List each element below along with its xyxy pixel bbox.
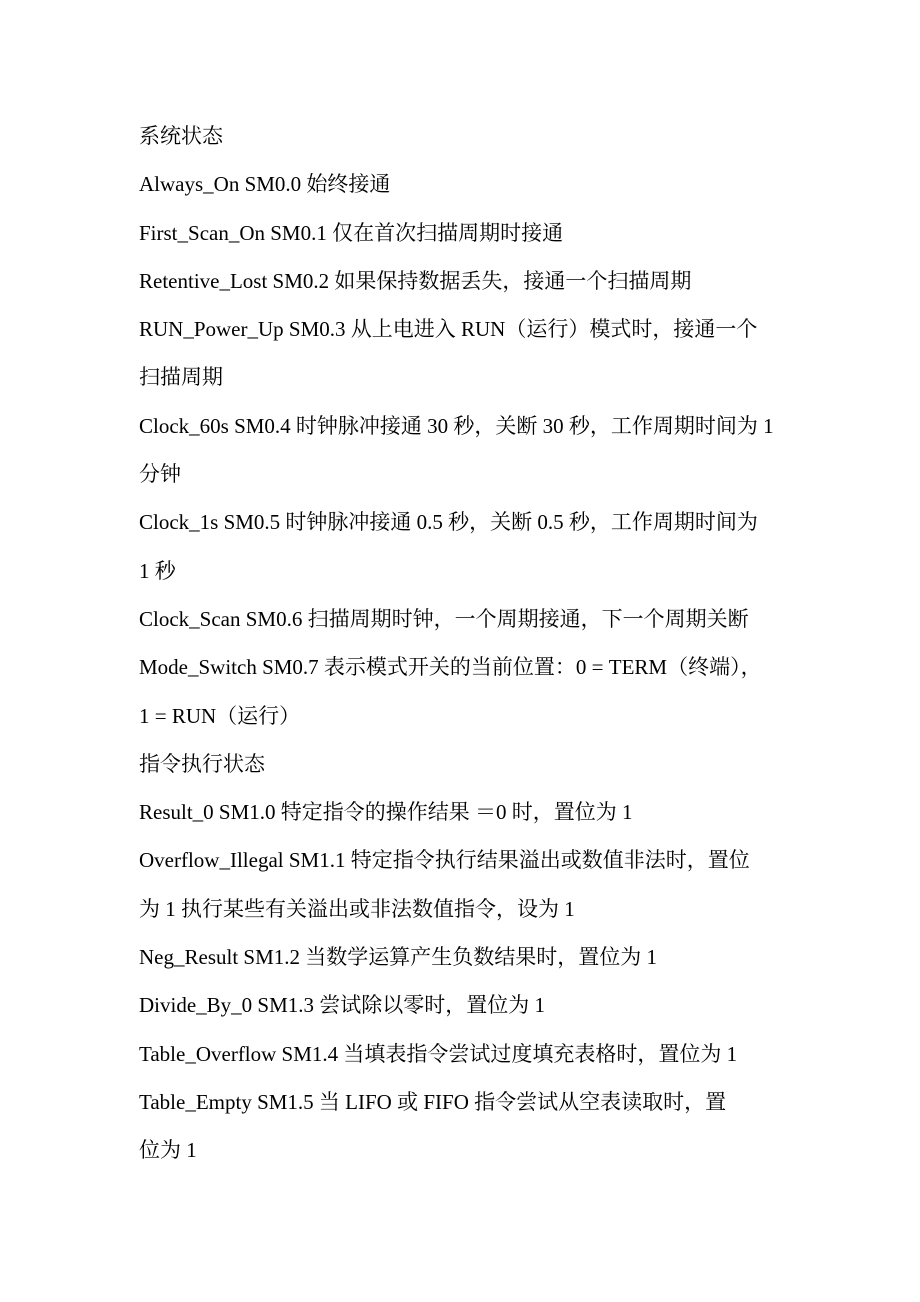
- text-line: Clock_Scan SM0.6 扫描周期时钟，一个周期接通，下一个周期关断: [139, 606, 749, 631]
- text-line: Always_On SM0.0 始终接通: [139, 172, 391, 197]
- text-line: Clock_60s SM0.4 时钟脉冲接通 30 秒，关断 30 秒，工作周期时间为 1: [139, 413, 774, 438]
- text-line: Mode_Switch SM0.7 表示模式开关的当前位置：0 = TERM（终端），: [139, 655, 762, 680]
- text-line: 位为 1: [139, 1138, 197, 1163]
- text-line: 扫描周期: [139, 365, 223, 390]
- text-line: Table_Overflow SM1.4 当填表指令尝试过度填充表格时，置位为 1: [139, 1041, 738, 1066]
- text-line: Clock_1s SM0.5 时钟脉冲接通 0.5 秒，关断 0.5 秒，工作周期时间为: [139, 510, 758, 535]
- section-heading-instruction-status: 指令执行状态: [139, 751, 265, 776]
- text-line: First_Scan_On SM0.1 仅在首次扫描周期时接通: [139, 220, 564, 245]
- text-line: RUN_Power_Up SM0.3 从上电进入 RUN（运行）模式时，接通一个: [139, 317, 758, 342]
- section-heading-system-status: 系统状态: [139, 124, 223, 148]
- text-line: Result_0 SM1.0 特定指令的操作结果 ＝0 时，置位为 1: [139, 800, 633, 825]
- text-line: 1 = RUN（运行）: [139, 703, 301, 728]
- document-body: [139, 112, 789, 1175]
- text-line: 为 1 执行某些有关溢出或非法数值指令，设为 1: [139, 896, 575, 921]
- text-line: 分钟: [139, 462, 181, 487]
- text-line: Overflow_Illegal SM1.1 特定指令执行结果溢出或数值非法时，置位: [139, 848, 750, 873]
- text-line: Table_Empty SM1.5 当 LIFO 或 FIFO 指令尝试从空表读取时，置: [139, 1089, 727, 1114]
- text-line: Retentive_Lost SM0.2 如果保持数据丢失，接通一个扫描周期: [139, 268, 692, 293]
- text-line: Neg_Result SM1.2 当数学运算产生负数结果时，置位为 1: [139, 945, 658, 970]
- text-line: 1 秒: [139, 558, 176, 583]
- text-line: Divide_By_0 SM1.3 尝试除以零时，置位为 1: [139, 993, 546, 1018]
